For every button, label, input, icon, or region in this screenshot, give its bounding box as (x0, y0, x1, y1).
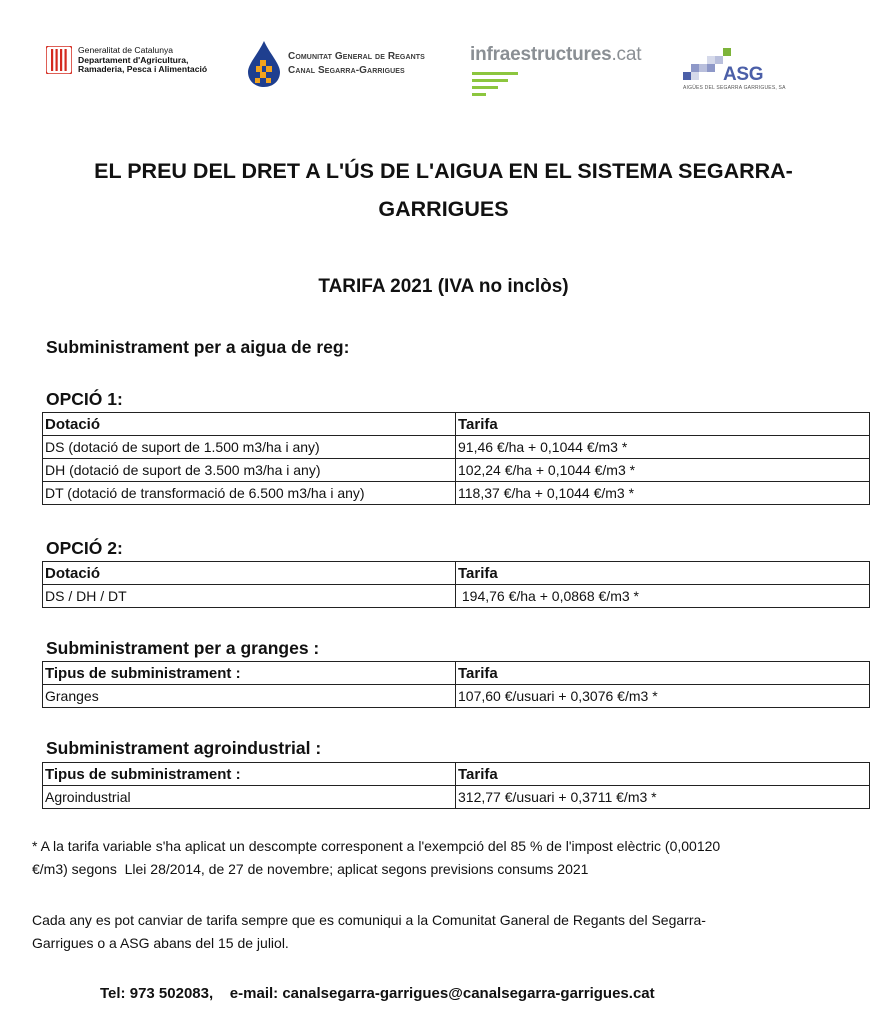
title-line1: EL PREU DEL DRET A L'ÚS DE L'AIGUA EN EL SISTEMA SEGARRA- (94, 159, 793, 183)
infraestructures-suffix: .cat (611, 44, 642, 65)
infraestructures-word: infraestructures (470, 44, 612, 65)
footnote-line2: €/m3) segons Llei 28/2014, de 27 de novembre; aplicat segons previsions consums 2021 (32, 861, 589, 877)
col-header-tarifa: Tarifa (456, 763, 870, 786)
table-row (43, 786, 870, 809)
asg-word: ASG (723, 64, 764, 85)
footnote-line1: * A la tarifa variable s'ha aplicat un descompte corresponent a l'exempció del 85 % de l'impost elèctric (0,00120 (32, 838, 721, 854)
dotacio-cell: DH (dotació de suport de 3.500 m3/ha i any) (43, 459, 456, 482)
granges-table (42, 661, 870, 708)
col-header-tipus: Tipus de subministrament : (43, 662, 456, 685)
comunitat-regants-logo (246, 40, 425, 88)
table-row (43, 482, 870, 505)
table-header-row (43, 763, 870, 786)
footnote (32, 835, 867, 881)
comunitat-line2: Canal Segarra-Garrigues (288, 65, 405, 76)
agroindustrial-heading: Subministrament agroindustrial : (46, 738, 322, 758)
logo-strip (0, 36, 887, 106)
dotacio-cell: DS (dotació de suport de 1.500 m3/ha i any) (43, 436, 456, 459)
col-header-tarifa: Tarifa (456, 562, 870, 585)
tipus-cell: Granges (43, 685, 456, 708)
opcio2-table (42, 561, 870, 608)
tarifa-heading: TARIFA 2021 (IVA no inclòs) (318, 276, 569, 297)
comunitat-line1: Comunitat General de Regants (288, 51, 425, 62)
green-lines-icon (472, 72, 522, 98)
tarifa-cell: 107,60 €/usuari + 0,3076 €/m3 * (456, 685, 870, 708)
table-row (43, 436, 870, 459)
water-drop-icon (246, 40, 282, 88)
tipus-cell: Agroindustrial (43, 786, 456, 809)
tarifa-cell: 91,46 €/ha + 0,1044 €/m3 * (456, 436, 870, 459)
change-note-line2: Garrigues o a ASG abans del 15 de juliol. (32, 935, 289, 951)
tarifa-cell: 194,76 €/ha + 0,0868 €/m3 * (456, 585, 870, 608)
table-row (43, 459, 870, 482)
gencat-line3: Ramaderia, Pesca i Alimentació (78, 64, 208, 74)
asg-logo (683, 46, 786, 96)
dotacio-cell: DT (dotació de transformació de 6.500 m3/ha i any) (43, 482, 456, 505)
tarifa-cell: 118,37 €/ha + 0,1044 €/m3 * (456, 482, 870, 505)
infraestructures-logo (470, 44, 641, 66)
table-row (43, 585, 870, 608)
opcio1-table (42, 412, 870, 505)
table-header-row (43, 662, 870, 685)
opcio2-heading: OPCIÓ 2: (46, 538, 123, 558)
change-note-line1: Cada any es pot canviar de tarifa sempre que es comuniqui a la Comunitat Ganeral de Regants del Segarra- (32, 912, 706, 928)
table-header-row (43, 413, 870, 436)
gencat-line2: Departament d'Agricultura, (78, 54, 189, 65)
dotacio-cell: DS / DH / DT (43, 585, 456, 608)
col-header-tarifa: Tarifa (456, 662, 870, 685)
tarifa-cell: 312,77 €/usuari + 0,3711 €/m3 * (456, 786, 870, 809)
table-header-row (43, 562, 870, 585)
contact-line: Tel: 973 502083, e-mail: canalsegarra-garrigues@canalsegarra-garrigues.cat (100, 985, 655, 1002)
change-note (32, 909, 867, 955)
tarifa-cell: 102,24 €/ha + 0,1044 €/m3 * (456, 459, 870, 482)
opcio1-heading: OPCIÓ 1: (46, 389, 123, 409)
col-header-dotacio: Dotació (43, 562, 456, 585)
col-header-dotacio: Dotació (43, 413, 456, 436)
reg-heading: Subministrament per a aigua de reg: (46, 337, 350, 357)
gencat-logo (46, 46, 207, 75)
title-line2: GARRIGUES (378, 197, 509, 221)
page-title (40, 152, 847, 228)
asg-subtitle: AIGÜES DEL SEGARRA GARRIGUES, SA (683, 85, 786, 91)
table-row (43, 685, 870, 708)
senyera-icon (46, 46, 72, 74)
col-header-tarifa: Tarifa (456, 413, 870, 436)
granges-heading: Subministrament per a granges : (46, 638, 320, 658)
agroindustrial-table (42, 762, 870, 809)
col-header-tipus: Tipus de subministrament : (43, 763, 456, 786)
gencat-line1: Generalitat de Catalunya (78, 45, 174, 55)
